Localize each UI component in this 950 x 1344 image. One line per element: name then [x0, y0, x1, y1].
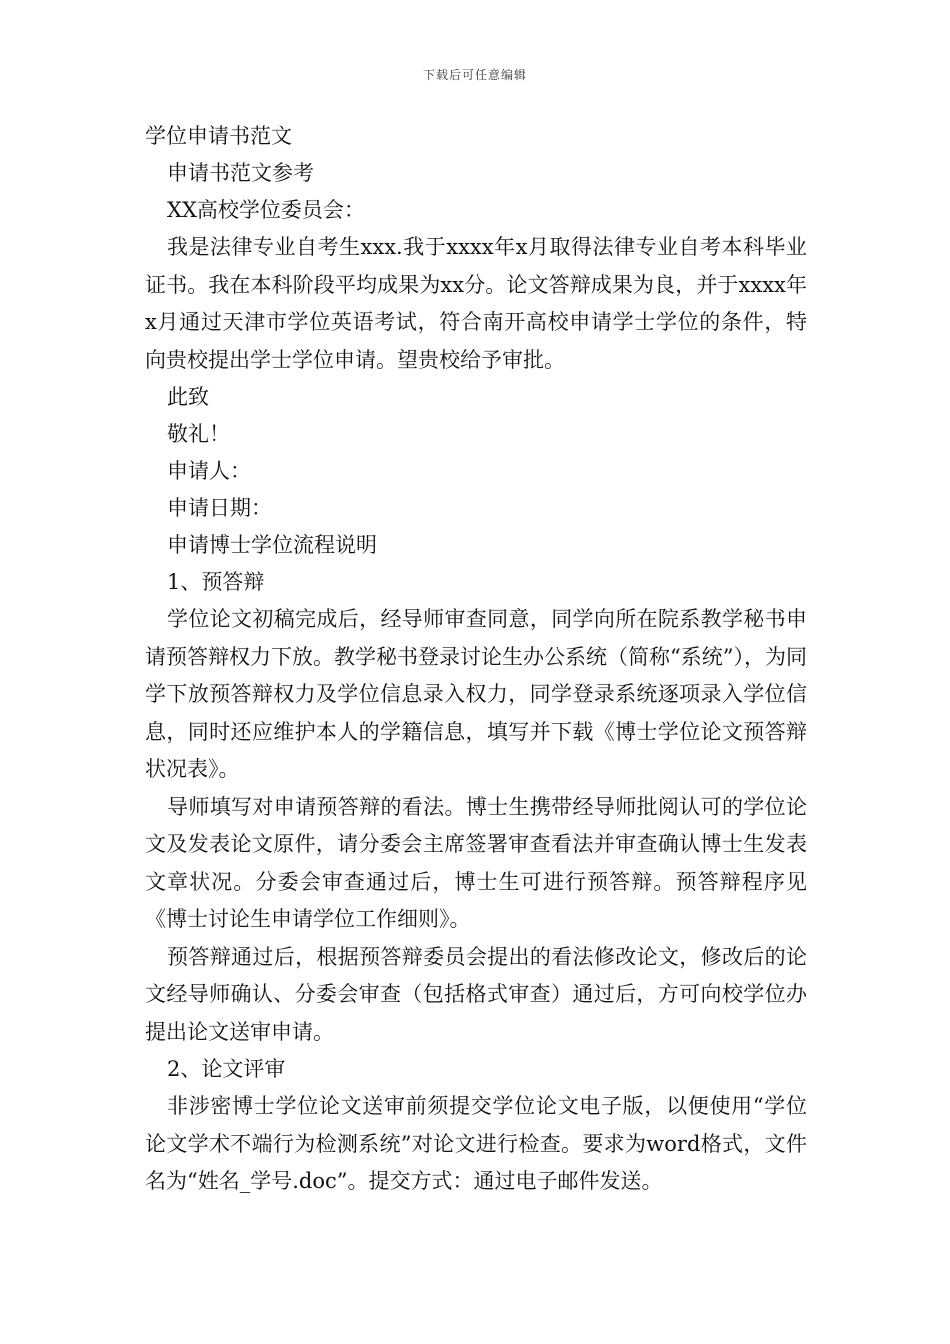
- page-header-note: 下载后可任意编辑: [422, 68, 527, 82]
- step1-paragraph-1: 学位论文初稿完成后，经导师审查同意，同学向所在院系教学秘书申请预答辩权力下放。教学秘书登录讨论生办公系统（简称“系统”），为同学下放预答辩权力及学位信息录入权力，同学登录系统逐项录入学位信息，同时还应维护本人的学籍信息，填写并下载《博士学位论文预答辩状况表》。: [145, 607, 807, 781]
- intro-paragraph: 我是法律专业自考生xxx.我于xxxx年x月取得法律专业自考本科毕业证书。我在本科阶段平均成果为xx分。论文答辩成果为良，并于xxxx年x月通过天津市学位英语考试，符合南开高校申请学士学位的条件，特向贵校提出学士学位申请。望贵校给予审批。: [145, 235, 807, 372]
- closing-line-2: 敬礼！: [167, 422, 230, 446]
- document-subtitle: 申请书范文参考: [167, 161, 314, 185]
- salutation: XX高校学位委员会：: [167, 198, 365, 222]
- section-title: 申请博士学位流程说明: [167, 533, 377, 557]
- step1-heading: 1、预答辩: [167, 570, 265, 594]
- apply-date-line: 申请日期：: [167, 496, 272, 520]
- document-title: 学位申请书范文: [145, 124, 292, 148]
- document-body: [145, 118, 807, 1201]
- step1-paragraph-2: 导师填写对申请预答辩的看法。博士生携带经导师批阅认可的学位论文及发表论文原件，请分委会主席签署审查看法并审查确认博士生发表文章状况。分委会审查通过后，博士生可进行预答辩。预答辩程序见《博士讨论生申请学位工作细则》。: [145, 794, 807, 931]
- step1-paragraph-3: 预答辩通过后，根据预答辩委员会提出的看法修改论文，修改后的论文经导师确认、分委会审查（包括格式审查）通过后，方可向校学位办提出论文送审申请。: [145, 944, 807, 1044]
- step2-heading: 2、论文评审: [167, 1057, 286, 1081]
- step2-paragraph-1: 非涉密博士学位论文送审前须提交学位论文电子版，以便使用“学位论文学术不端行为检测系统”对论文进行检查。要求为word格式，文件名为“姓名_学号.doc”。提交方式：通过电子邮件发送。: [145, 1094, 807, 1193]
- applicant-line: 申请人：: [167, 459, 251, 483]
- closing-line-1: 此致: [167, 385, 209, 409]
